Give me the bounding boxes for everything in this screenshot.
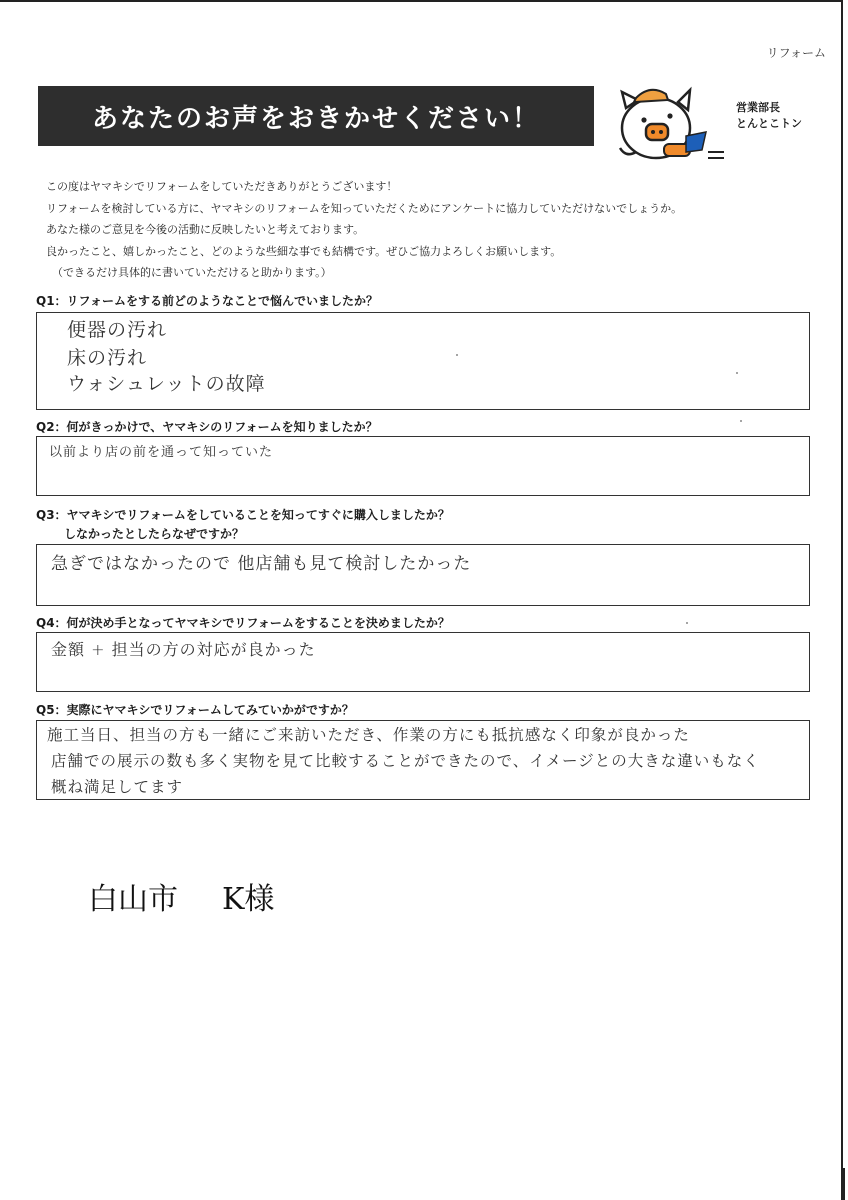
answer-2-line: 以前より店の前を通って知っていた bbox=[49, 445, 274, 460]
question-1-label: Q1：リフォームをする前どのようなことで悩んでいましたか？ bbox=[36, 294, 378, 308]
intro-line: この度はヤマキシでリフォームをしていただきありがとうございます！ bbox=[46, 180, 398, 193]
scan-speck bbox=[736, 372, 738, 374]
pig-mascot-icon bbox=[606, 86, 732, 168]
intro-line: あなた様のご意見を今後の活動に反映したいと考えております。 bbox=[46, 223, 365, 236]
answer-5-line: 概ね満足してます bbox=[51, 778, 184, 796]
signature-city: 白山市 bbox=[88, 882, 178, 917]
answer-box-3 bbox=[36, 544, 810, 606]
intro-text bbox=[46, 176, 806, 284]
page-border-top bbox=[0, 0, 842, 2]
answer-5-line: 店舗での展示の数も多く実物を見て比較することができたので、イメージとの大きな違いもなく bbox=[51, 752, 760, 770]
answer-box-5 bbox=[36, 720, 810, 800]
answer-box-1 bbox=[36, 312, 810, 410]
question-3-label: Q3：ヤマキシでリフォームをしていることを知ってすぐに購入しましたか？ bbox=[36, 508, 450, 522]
intro-line: リフォームを検討している方に、ヤマキシのリフォームを知っていただくためにアンケートに協力していただけないでしょうか。 bbox=[46, 201, 683, 215]
intro-line: 良かったこと、嬉しかったこと、どのような些細な事でも結構です。ぜひご協力よろしくお願いします。 bbox=[46, 244, 562, 258]
question-4-label: Q4：何が決め手となってヤマキシでリフォームをすることを決めましたか？ bbox=[36, 616, 450, 630]
banner-title: あなたのお声をおきかせください！ bbox=[38, 86, 594, 146]
category-label: リフォーム bbox=[766, 46, 826, 60]
mascot-name: とんとこトン bbox=[736, 117, 802, 130]
question-3-sublabel: しなかったとしたらなぜですか？ bbox=[64, 527, 245, 541]
question-2-label: Q2：何がきっかけで、ヤマキシのリフォームを知りましたか？ bbox=[36, 420, 378, 434]
mascot-role: 営業部長 bbox=[736, 101, 780, 114]
scan-speck bbox=[456, 354, 458, 356]
scan-speck bbox=[686, 622, 688, 624]
answer-1-line: 便器の汚れ bbox=[67, 319, 168, 341]
answer-box-4 bbox=[36, 632, 810, 692]
question-5-label: Q5：実際にヤマキシでリフォームしてみていかがですか？ bbox=[36, 703, 354, 717]
answer-1-line: ウォシュレットの故障 bbox=[67, 373, 266, 395]
answer-box-2 bbox=[36, 436, 810, 496]
scan-speck bbox=[740, 420, 742, 422]
signature-customer: K様 bbox=[222, 882, 275, 917]
intro-line: （できるだけ具体的に書いていただけると助かります。） bbox=[52, 266, 332, 279]
answer-4-line: 金額 + 担当の方の対応が良かった bbox=[51, 640, 316, 659]
mascot-caption bbox=[736, 100, 802, 132]
answer-5-line: 施工当日、担当の方も一緒にご来訪いただき、作業の方にも抵抗感なく印象が良かった bbox=[47, 726, 690, 744]
page-border-right-tab bbox=[843, 1168, 845, 1200]
answer-3-line: 急ぎではなかったので 他店舗も見て検討したかった bbox=[51, 554, 472, 574]
answer-1-line: 床の汚れ bbox=[67, 347, 148, 369]
page-border-right bbox=[841, 0, 843, 1200]
